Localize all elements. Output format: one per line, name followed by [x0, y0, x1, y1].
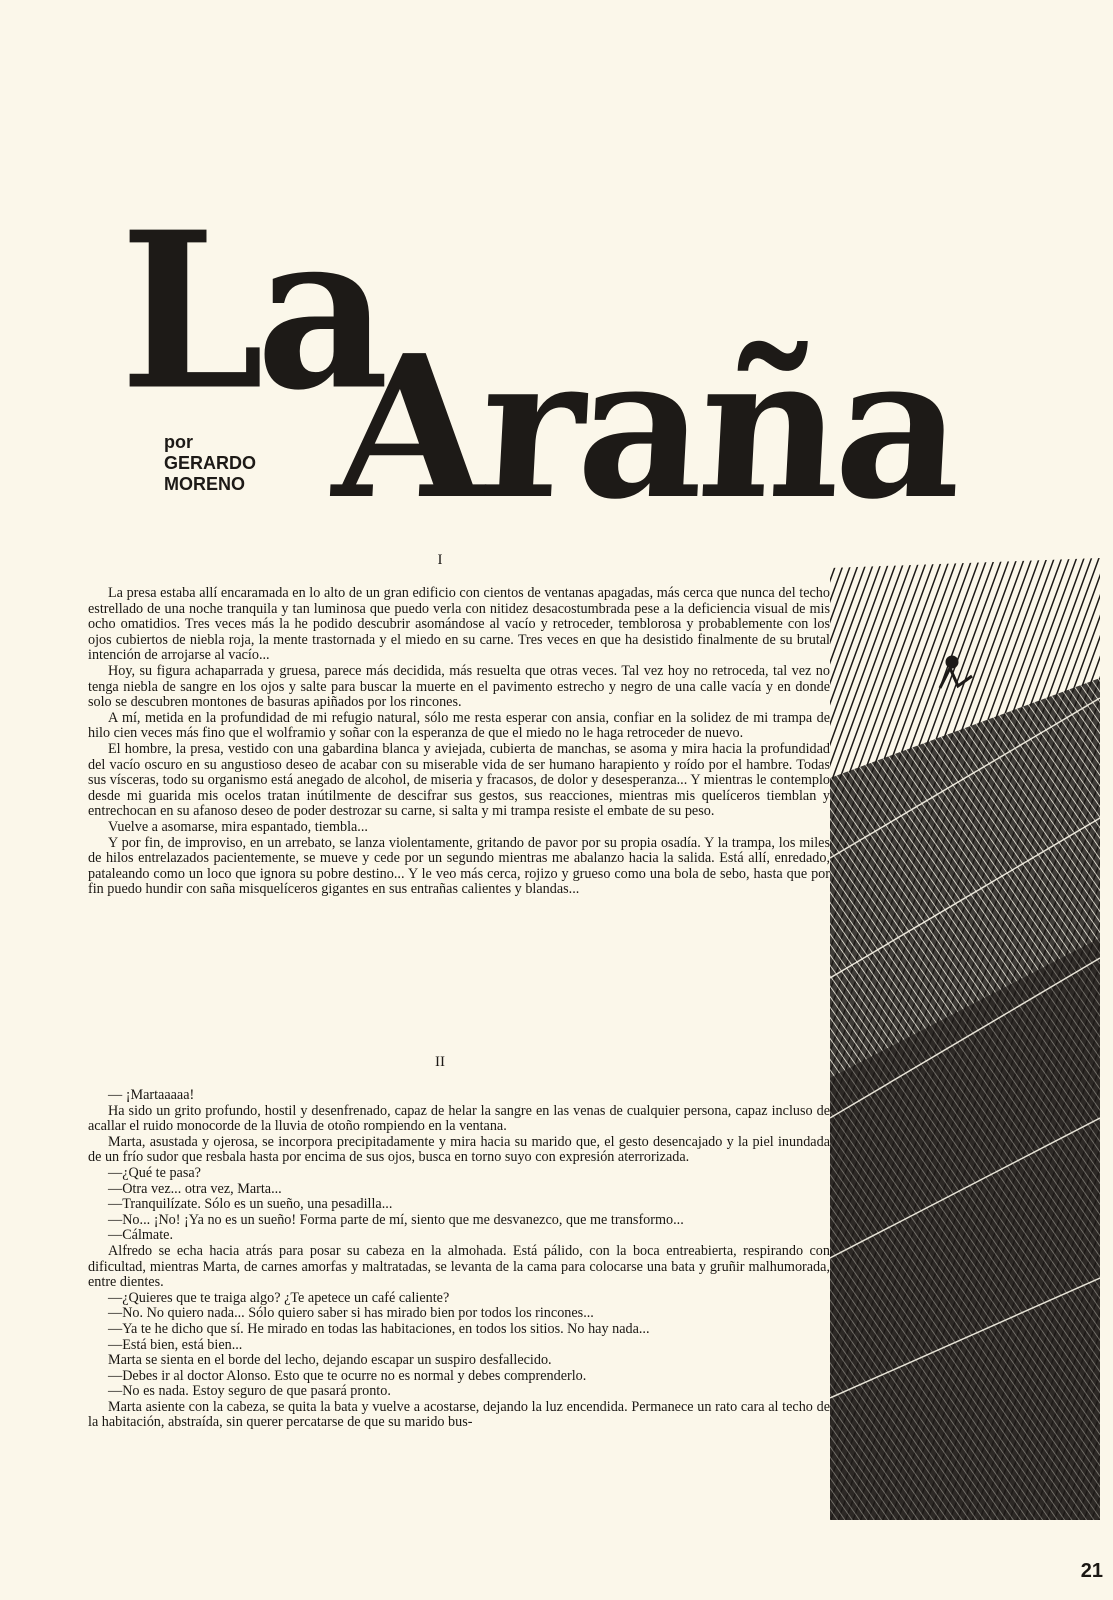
paragraph: —No es nada. Estoy seguro de que pasará pronto. [108, 1383, 391, 1400]
paragraph: Y por fin, de improviso, en un arrebato, se lanza violentamente, gritando de pavor por su propia osadía. Y la trampa, los miles de hilos entrelazados pacientemente, se mueve y cede por un segundo mientras me abalanzo hacia la salida. Está allí, enredado, pataleando como un loco que ignora su pobre destino... Y le veo más cerca, rojizo y grueso como una bola de sebo, hasta que por fin puedo hundir con saña misquelíceros gigantes en sus entrañas calientes y blandas... [88, 834, 830, 898]
paragraph: Marta, asustada y ojerosa, se incorpora precipitadamente y mira hacia su marido que, el gesto desencajado y la piel inundada de un frío sudor que resbala hasta por encima de sus ojos, busca en torno suyo con expresión aterrorizada. [88, 1133, 830, 1166]
paragraph: —Ya te he dicho que sí. He mirado en todas las habitaciones, en todos los sitios. No hay nada... [108, 1320, 650, 1337]
paragraph: A mí, metida en la profundidad de mi refugio natural, sólo me resta esperar con ansia, confiar en la solidez de mi trampa de hilo cien veces más fino que el wolframio y soñar con la esperanza de que el miedo no le haga retroceder de nuevo. [88, 709, 830, 742]
title-word-la: La [120, 185, 381, 438]
paragraph: Ha sido un grito profundo, hostil y desenfrenado, capaz de helar la sangre en las venas de cualquier persona, capaz incluso de acallar el ruido monocorde de la lluvia de otoño rompiendo en la ventana. [88, 1102, 830, 1135]
paragraph: El hombre, la presa, vestido con una gabardina blanca y aviejada, cubierta de manchas, se asoma y mira hacia la profundidad del vacío oscuro en su angustioso deseo de acabar con su miserable vida de ser humano harapiento y roído por el hambre. Todas sus vísceras, todo su organismo está anegado de alcohol, de miseria y fracasos, de dolor y desesperanza... Y mientras le contemplo desde mi guarida mis ocelos tratan inútilmente de descifrar sus gestos, sus reacciones, mientras mis quelíceros tiemblan y entrechocan en su afanoso deseo de poder destrozar su carne, si salta y mi trampa resiste el embate de su peso. [88, 740, 830, 820]
byline [164, 432, 256, 495]
paragraph: Hoy, su figura achaparrada y gruesa, parece más decidida, más resuelta que otras veces. Tal vez hoy no retroceda, tal vez no tenga niebla de sangre en los ojos y salte para buscar la muerte en el pavimento estrecho y negro de una calle vacía y en donde solo se descubren montones de basuras apiñados por los rincones. [88, 662, 830, 711]
section-2-body [88, 1088, 830, 1431]
paragraph: —Cálmate. [108, 1227, 174, 1244]
paragraph: —No. No quiero nada... Sólo quiero saber si has mirado bien por todos los rincones... [108, 1305, 594, 1322]
paragraph: —Tranquilízate. Sólo es un sueño, una pesadilla... [108, 1196, 393, 1213]
paragraph: —Otra vez... otra vez, Marta... [108, 1180, 282, 1197]
section-numeral-1: I [437, 552, 443, 568]
paragraph: —No... ¡No! ¡Ya no es un sueño! Forma parte de mí, siento que me desvanezco, que me transformo... [108, 1211, 684, 1228]
page-number: 21 [1080, 1560, 1103, 1582]
author-last-name: MORENO [164, 474, 245, 494]
paragraph: Marta se sienta en el borde del lecho, dejando escapar un suspiro desfallecido. [108, 1352, 552, 1369]
spider-web-building-illustration [830, 558, 1100, 1520]
paragraph: —¿Qué te pasa? [108, 1164, 201, 1181]
section-numeral-2: II [435, 1054, 445, 1070]
title-word-arana: Araña [328, 313, 963, 543]
paragraph: Marta asiente con la cabeza, se quita la bata y vuelve a acostarse, dejando la luz encendida. Permanece un rato cara al techo de la habitación, abstraída, sin querer percatarse de que su marido bus- [88, 1398, 830, 1431]
paragraph: —Está bien, está bien... [108, 1336, 243, 1353]
byline-prefix: por [164, 432, 193, 452]
section-1-body [88, 586, 830, 898]
paragraph: Alfredo se echa hacia atrás para posar su cabeza en la almohada. Está pálido, con la boca entreabierta, respirando con dificultad, mientras Marta, de carnes amorfas y maltratadas, se levanta de la cama para colocarse una bata y gruñir malhumorada, entre dientes. [88, 1242, 830, 1291]
paragraph: La presa estaba allí encaramada en lo alto de un gran edificio con cientos de ventanas apagadas, más cerca que nunca del techo estrellado de una noche tranquila y tan luminosa que puedo verla con nitidez desacostumbrada pese a la deficiencia visual de mis ocho omatidios. Tres veces más la he podido descubrir asomándose al vacío y retroceder, temblorosa y probablemente con los ojos cubiertos de niebla roja, la mente trastornada y el miedo en su carne. Tres veces en que ha desistido finalmente de su brutal intención de arrojarse al vacío... [88, 585, 830, 664]
paragraph: —Debes ir al doctor Alonso. Esto que te ocurre no es normal y debes comprenderlo. [108, 1367, 587, 1384]
paragraph: Vuelve a asomarse, mira espantado, tiembla... [108, 818, 368, 835]
paragraph: — ¡Martaaaaa! [108, 1087, 195, 1103]
paragraph: —¿Quieres que te traiga algo? ¿Te apetece un café caliente? [108, 1289, 450, 1306]
author-first-name: GERARDO [164, 453, 257, 473]
